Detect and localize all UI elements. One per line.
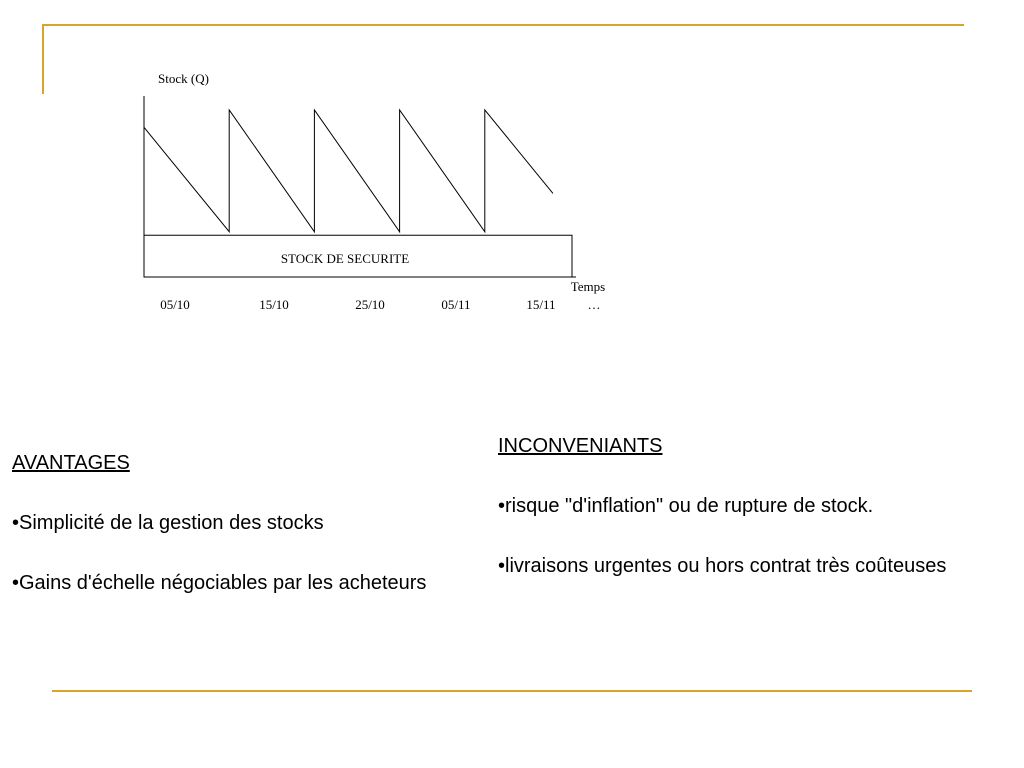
chart-xlabel: Temps <box>570 279 606 294</box>
avantages-heading: AVANTAGES <box>12 452 130 474</box>
x-tick-label: 05/11 <box>441 297 471 312</box>
inconvenient-item: •livraisons urgentes ou hors contrat très coûteuses <box>498 555 947 577</box>
avantage-item: •Simplicité de la gestion des stocks <box>12 512 324 534</box>
inconvenient-item: •risque "d'inflation" ou de rupture de stock. <box>498 495 874 517</box>
x-tick-labels <box>160 297 600 312</box>
x-tick-label: 05/10 <box>160 297 190 312</box>
inconvenients-section <box>498 431 958 581</box>
x-tick-label: … <box>587 297 601 312</box>
x-tick-label: 15/11 <box>526 297 556 312</box>
x-tick-label: 25/10 <box>355 297 385 312</box>
safety-stock-label: STOCK DE SECURITE <box>280 251 410 267</box>
avantages-section <box>12 448 452 598</box>
inconvenients-heading: INCONVENIANTS <box>498 435 663 457</box>
stock-series-line <box>144 110 553 232</box>
chart-ylabel: Stock (Q) <box>158 71 209 86</box>
avantage-item: •Gains d'échelle négociables par les acheteurs <box>12 572 427 594</box>
stock-chart <box>0 0 1024 330</box>
x-tick-label: 15/10 <box>259 297 289 312</box>
slide-bottom-rule <box>52 690 972 692</box>
